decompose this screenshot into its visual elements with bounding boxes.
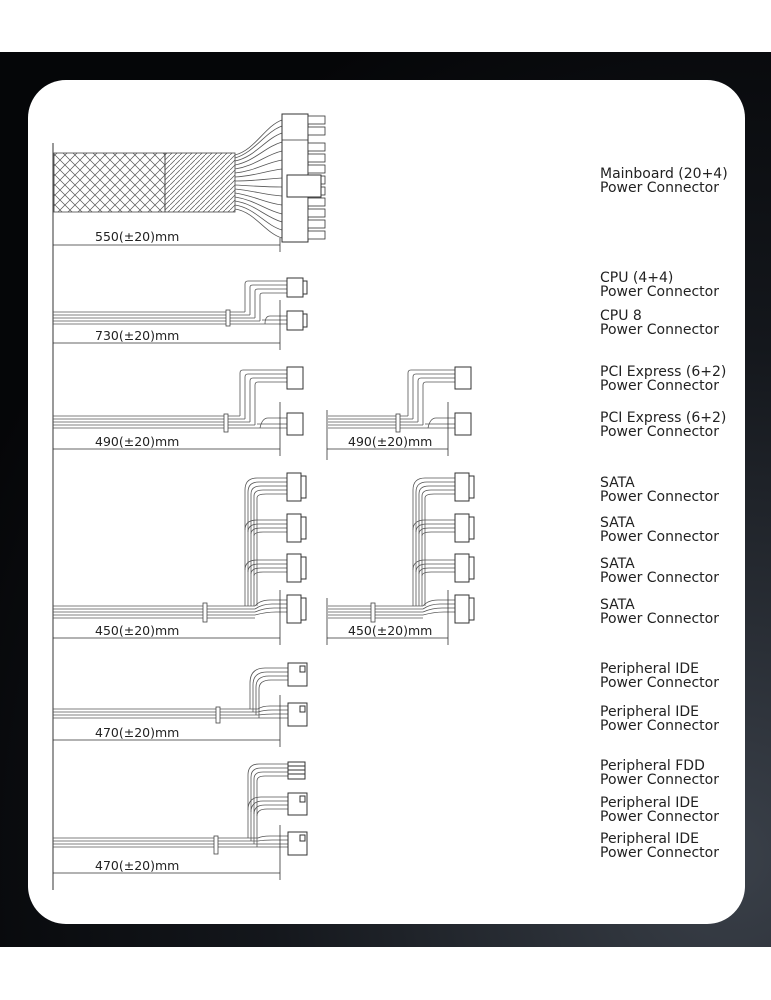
pcie-connector <box>287 367 303 389</box>
length-ide: 470(±20)mm <box>95 725 180 740</box>
length-pcie-left: 490(±20)mm <box>95 434 180 449</box>
label-cpu-4plus4: CPU (4+4) Power Connector <box>600 270 719 300</box>
pcie-connector <box>287 413 303 435</box>
label-mainboard: Mainboard (20+4) Power Connector <box>600 166 728 196</box>
length-pcie-right: 490(±20)mm <box>348 434 433 449</box>
label-pcie-1: PCI Express (6+2) Power Connector <box>600 364 727 394</box>
sata-cable-left <box>53 473 306 645</box>
sata-cable-right <box>327 473 474 645</box>
molex-connectors <box>288 663 307 726</box>
label-pcie-2: PCI Express (6+2) Power Connector <box>600 410 727 440</box>
label-ide-3: Peripheral IDE Power Connector <box>600 795 719 825</box>
pcie-cable-right <box>327 367 471 460</box>
braided-sleeve <box>54 153 165 212</box>
length-sata-right: 450(±20)mm <box>348 623 433 638</box>
peripheral-ide-cable <box>53 663 307 747</box>
cpu-8-connector <box>287 311 303 330</box>
fdd-ide-connectors <box>288 762 307 855</box>
cpu-wires <box>53 281 287 324</box>
length-mainboard: 550(±20)mm <box>95 229 180 244</box>
label-sata-2: SATA Power Connector <box>600 515 719 545</box>
label-cpu-8: CPU 8 Power Connector <box>600 308 719 338</box>
pcie-cable-left <box>53 367 303 456</box>
mainboard-cable <box>53 114 325 252</box>
cable-wrap <box>165 153 235 212</box>
label-ide-2: Peripheral IDE Power Connector <box>600 704 719 734</box>
mainboard-wires <box>235 120 282 238</box>
cpu-4plus4-connector <box>287 278 303 297</box>
label-sata-3: SATA Power Connector <box>600 556 719 586</box>
sata-connectors <box>455 473 474 623</box>
sata-connectors <box>287 473 306 623</box>
label-sata-4: SATA Power Connector <box>600 597 719 627</box>
cpu-cable <box>53 278 307 350</box>
pcie-connector <box>455 367 471 389</box>
atx-latch <box>287 175 321 197</box>
length-cpu: 730(±20)mm <box>95 328 180 343</box>
length-sata-left: 450(±20)mm <box>95 623 180 638</box>
pcie-connector <box>455 413 471 435</box>
peripheral-fdd-cable <box>53 762 307 880</box>
label-ide-4: Peripheral IDE Power Connector <box>600 831 719 861</box>
label-ide-1: Peripheral IDE Power Connector <box>600 661 719 691</box>
label-fdd: Peripheral FDD Power Connector <box>600 758 719 788</box>
length-fdd: 470(±20)mm <box>95 858 180 873</box>
label-sata-1: SATA Power Connector <box>600 475 719 505</box>
